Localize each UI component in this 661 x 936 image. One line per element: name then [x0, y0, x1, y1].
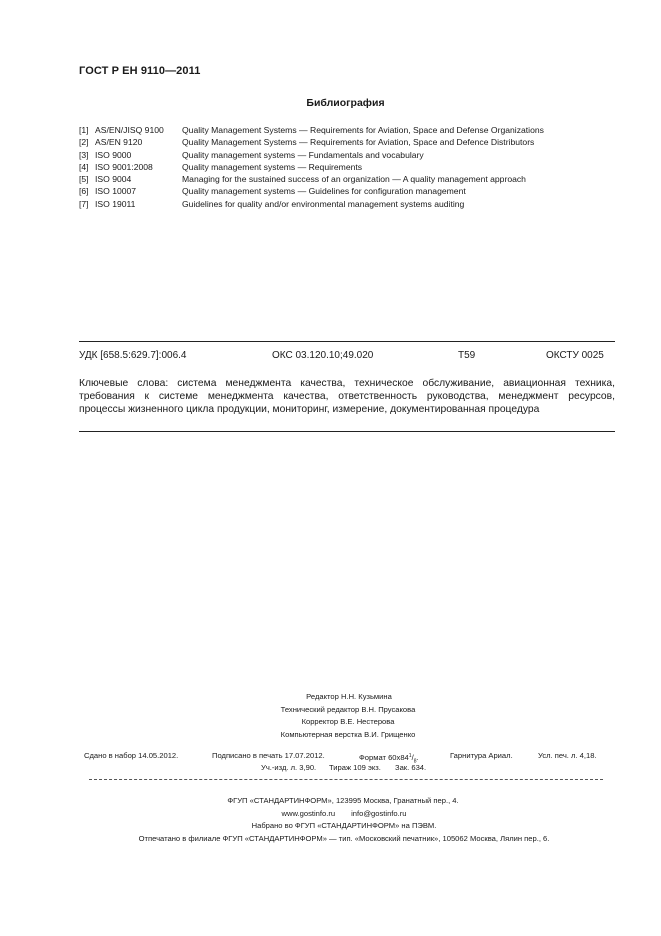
- publishing-sheets: Уч.-изд. л. 3,90.: [261, 763, 317, 772]
- bibliography-item: [79, 185, 639, 197]
- oks-code: ОКС 03.120.10;49.020: [272, 350, 374, 361]
- item-code: ISO 19011: [95, 198, 136, 209]
- bibliography-item: [79, 173, 639, 185]
- item-title: Quality management systems — Requirements: [182, 161, 363, 172]
- bottom-divider: [79, 431, 615, 432]
- item-number: [2]: [79, 137, 89, 148]
- keywords-block: [79, 377, 615, 416]
- paper-format-frac-den: 8: [413, 758, 417, 765]
- dashed-separator: [89, 779, 603, 780]
- bibliography-item: [79, 161, 639, 173]
- item-code: ISO 9001:2008: [95, 161, 153, 172]
- typeset-date: Сдано в набор 14.05.2012.: [84, 751, 179, 760]
- layout-credit: Компьютерная верстка В.И. Грищенко: [280, 729, 416, 739]
- paper-format-frac-num: 1: [408, 753, 412, 759]
- item-number: [5]: [79, 174, 89, 185]
- item-number: [6]: [79, 186, 89, 197]
- okstu-code: ОКСТУ 0025: [546, 350, 604, 361]
- bibliography-item: [79, 198, 639, 210]
- corrector-credit: Корректор В.Е. Нестерова: [301, 717, 395, 726]
- item-title: Quality Management Systems — Requirements for Aviation, Space and Defense Organizations: [182, 125, 544, 135]
- font-info: Гарнитура Ариал.: [450, 751, 513, 760]
- credits-block: [0, 691, 661, 741]
- item-code: AS/EN/JISQ 9100: [95, 125, 164, 135]
- t-code: Т59: [458, 350, 476, 361]
- standard-designation: ГОСТ Р ЕН 9110—2011: [79, 65, 201, 77]
- printed-sheets: Усл. печ. л. 4,18.: [538, 751, 597, 760]
- udk-code: УДК [658.5:629.7]:006.4: [79, 350, 187, 361]
- publisher-contacts: [0, 808, 661, 821]
- bibliography-title: [0, 97, 661, 109]
- bibliography-title-text: Библиография: [306, 97, 385, 109]
- keywords-line: требования к системе менеджмента качества, ответственность руководства, менеджмент ресурсов,: [79, 391, 615, 402]
- item-number: [4]: [79, 161, 89, 172]
- print-info: [84, 750, 614, 774]
- item-code: AS/EN 9120: [95, 137, 143, 148]
- item-code: ISO 9000: [95, 149, 132, 160]
- publisher-address: ФГУП «СТАНДАРТИНФОРМ», 123995 Москва, Гранатный пер., 4.: [227, 796, 459, 805]
- bibliography-item: [79, 136, 639, 148]
- item-title: Quality Management Systems — Requirements for Aviation, Space and Defence Distributors: [182, 137, 535, 148]
- item-number: [7]: [79, 198, 89, 209]
- tech-editor-credit: Технический редактор В.Н. Прусакова: [280, 704, 416, 714]
- paper-format-prefix: Формат 60x84: [359, 753, 409, 762]
- item-code: ISO 10007: [95, 186, 137, 197]
- typeset-note: Набрано во ФГУП «СТАНДАРТИНФОРМ» на ПЭВМ.: [251, 821, 437, 830]
- item-title: Quality management systems — Fundamentals and vocabulary: [182, 149, 424, 160]
- order-number: Зак. 634.: [395, 763, 427, 772]
- item-title: Managing for the sustained success of an organization — A quality management approach: [182, 174, 526, 185]
- keywords-line: Ключевые слова: система менеджмента качества, техническое обслуживание, авиационная техника,: [79, 378, 615, 389]
- circulation: Тираж 109 экз.: [329, 763, 381, 772]
- signed-date: Подписано в печать 17.07.2012.: [212, 751, 325, 760]
- keywords-line: процессы жизненного цикла продукции, мониторинг, измерение, документированная процедура: [79, 404, 540, 415]
- top-divider: [79, 341, 615, 342]
- bibliography-item: [79, 124, 639, 136]
- bibliography-item: [79, 149, 639, 161]
- editor-credit: Редактор Н.Н. Кузьмина: [306, 692, 392, 701]
- item-number: [3]: [79, 149, 89, 160]
- printing-note: Отпечатано в филиале ФГУП «СТАНДАРТИНФОРМ» — тип. «Московский печатник», 105062 Москва, Лялин пер., 6.: [138, 833, 550, 843]
- item-code: ISO 9004: [95, 174, 132, 185]
- publisher-website[interactable]: www.gostinfo.ru: [281, 808, 336, 818]
- item-number: [1]: [79, 125, 89, 135]
- publisher-email[interactable]: info@gostinfo.ru: [351, 808, 407, 818]
- paper-format: Формат $60x84^1/_8$.: [359, 753, 419, 765]
- bibliography-list: [79, 124, 639, 210]
- publisher-block: [0, 795, 661, 845]
- item-title: Quality management systems — Guidelines for configuration management: [182, 186, 466, 197]
- item-title: Guidelines for quality and/or environmental management systems auditing: [182, 198, 465, 209]
